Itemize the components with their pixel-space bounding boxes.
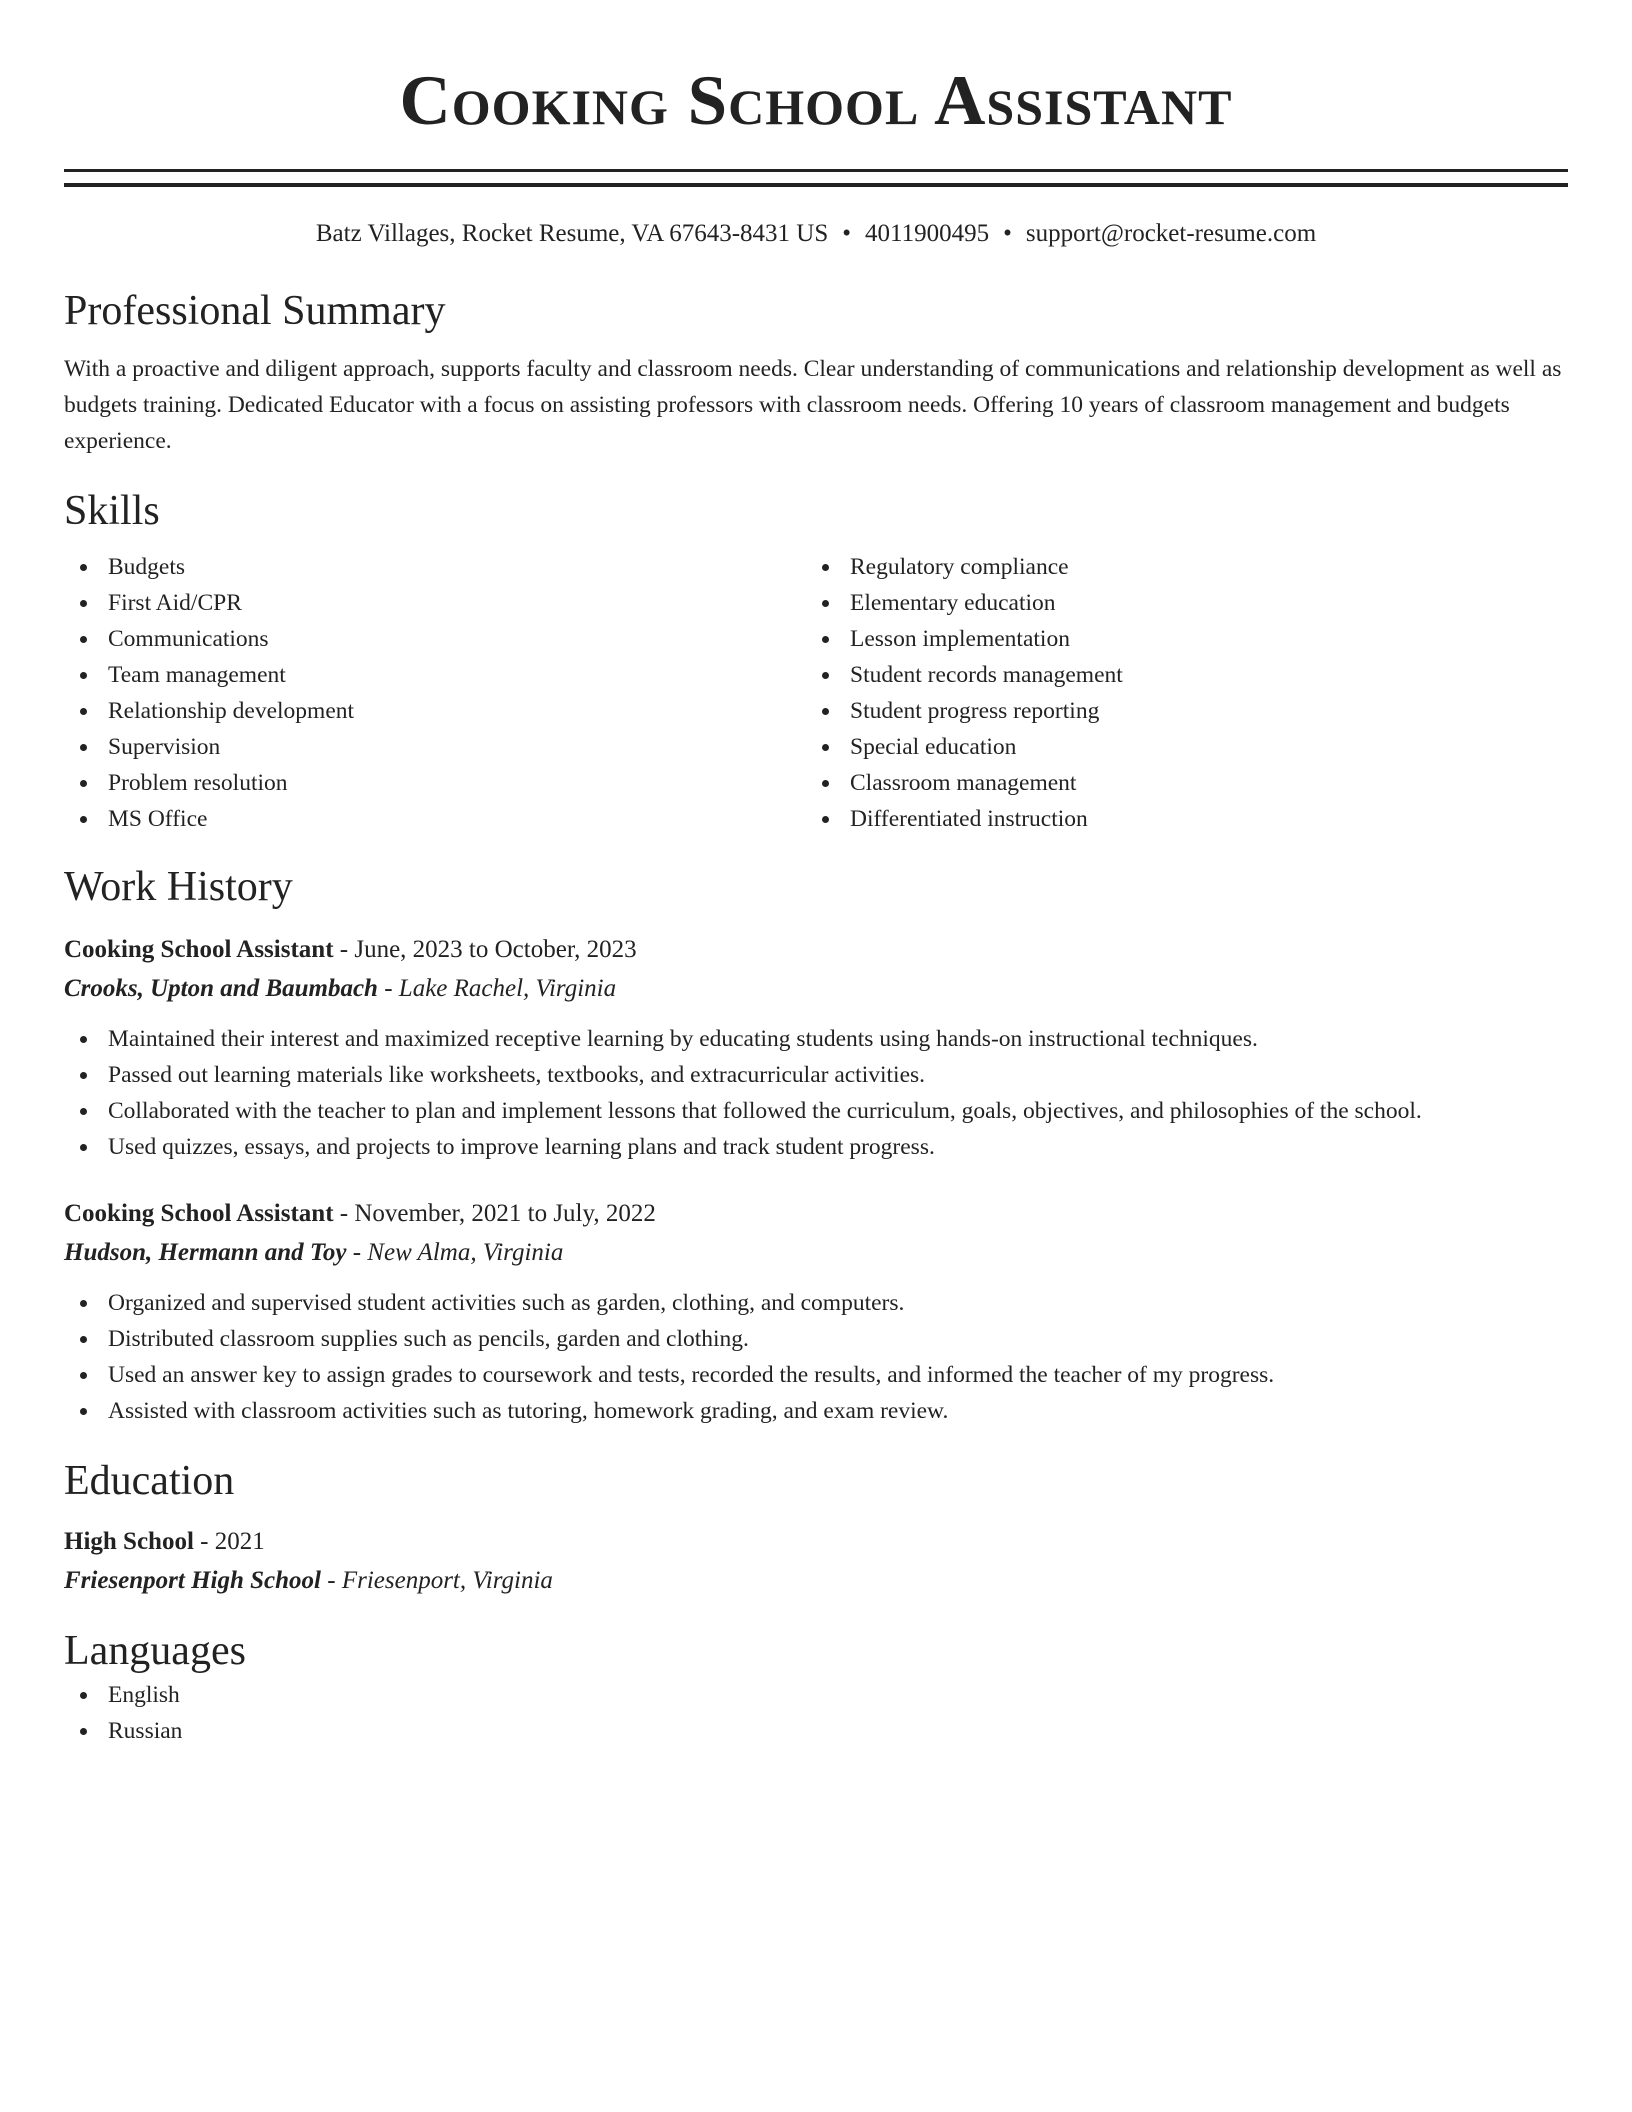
job-title-line (64, 1195, 1568, 1233)
education-school-line (64, 1561, 1568, 1601)
education-school: Friesenport High School (64, 1567, 321, 1594)
skill-item: Differentiated instruction (806, 801, 1548, 837)
skill-item: Team management (64, 657, 806, 693)
job-title-line (64, 931, 1568, 969)
skill-item: Classroom management (806, 765, 1548, 801)
resume-page (64, 0, 1568, 1749)
skills-heading: Skills (64, 488, 160, 534)
job-entry (64, 931, 1568, 1165)
skill-item: Student records management (806, 657, 1548, 693)
summary-text: With a proactive and diligent approach, supports faculty and classroom needs. Clear understanding of communications and relationship development as well as budgets training. Dedicated Educator with a focus on assisting professors with classroom needs. Offering 10 years of classroom management and budgets experience. (64, 356, 1562, 454)
job-company-line (64, 969, 1568, 1009)
job-company-line (64, 1233, 1568, 1273)
education-entry (64, 1523, 1568, 1601)
candidate-name: Cooking School Assistant (399, 62, 1233, 140)
skill-item: Relationship development (64, 693, 806, 729)
skill-item: Problem resolution (64, 765, 806, 801)
languages-list (64, 1677, 1568, 1749)
skill-item: First Aid/CPR (64, 585, 806, 621)
education-year: - 2021 (200, 1528, 265, 1555)
skill-item: MS Office (64, 801, 806, 837)
education-degree: High School (64, 1528, 194, 1555)
job-duty: Organized and supervised student activities such as garden, clothing, and computers. (64, 1285, 1568, 1321)
job-duty: Used quizzes, essays, and projects to improve learning plans and track student progress. (64, 1129, 1568, 1165)
language-item: Russian (64, 1713, 1568, 1749)
education-location: - Friesenport, Virginia (327, 1567, 553, 1594)
languages-heading: Languages (64, 1628, 246, 1674)
job-duty: Distributed classroom supplies such as pencils, garden and clothing. (64, 1321, 1568, 1357)
skill-item: Lesson implementation (806, 621, 1548, 657)
skill-item: Budgets (64, 549, 806, 585)
summary-heading: Professional Summary (64, 288, 446, 334)
contact-line (64, 217, 1568, 251)
skills-column-left (64, 549, 806, 837)
job-duties-list (64, 1021, 1568, 1165)
contact-email: support@rocket-resume.com (1025, 220, 1317, 247)
job-role: Cooking School Assistant (64, 1200, 334, 1227)
work-history-heading: Work History (64, 864, 293, 910)
skills-grid (64, 549, 1568, 837)
contact-address: Batz Villages, Rocket Resume, VA 67643-8431 US (315, 220, 829, 247)
job-location: - New Alma, Virginia (352, 1239, 564, 1266)
job-entry (64, 1195, 1568, 1429)
job-company: Crooks, Upton and Baumbach (64, 975, 378, 1002)
header-double-rule (64, 169, 1568, 187)
skill-item: Student progress reporting (806, 693, 1548, 729)
job-duty: Collaborated with the teacher to plan and implement lessons that followed the curriculum, goals, objectives, and philosophies of the school. (64, 1093, 1568, 1129)
job-duty: Maintained their interest and maximized receptive learning by educating students using hands-on instructional techniques. (64, 1021, 1568, 1057)
job-dates: - June, 2023 to October, 2023 (339, 936, 637, 963)
job-duty: Passed out learning materials like worksheets, textbooks, and extracurricular activities. (64, 1057, 1568, 1093)
education-heading: Education (64, 1458, 235, 1504)
skill-item: Elementary education (806, 585, 1548, 621)
language-item: English (64, 1677, 1568, 1713)
skill-item: Communications (64, 621, 806, 657)
job-role: Cooking School Assistant (64, 936, 334, 963)
skill-item: Special education (806, 729, 1548, 765)
education-degree-line (64, 1523, 1568, 1561)
job-location: - Lake Rachel, Virginia (384, 975, 617, 1002)
skill-item: Supervision (64, 729, 806, 765)
contact-phone: 4011900495 (865, 220, 990, 247)
job-duty: Assisted with classroom activities such as tutoring, homework grading, and exam review. (64, 1393, 1568, 1429)
job-company: Hudson, Hermann and Toy (64, 1239, 347, 1266)
skills-list-right (806, 549, 1548, 837)
job-duties-list (64, 1285, 1568, 1429)
contact-separator: • (1003, 220, 1012, 247)
skills-column-right (806, 549, 1548, 837)
job-duty: Used an answer key to assign grades to coursework and tests, recorded the results, and informed the teacher of my progress. (64, 1357, 1568, 1393)
skill-item: Regulatory compliance (806, 549, 1548, 585)
job-dates: - November, 2021 to July, 2022 (339, 1200, 656, 1227)
skills-list-left (64, 549, 806, 837)
contact-separator: • (842, 220, 851, 247)
